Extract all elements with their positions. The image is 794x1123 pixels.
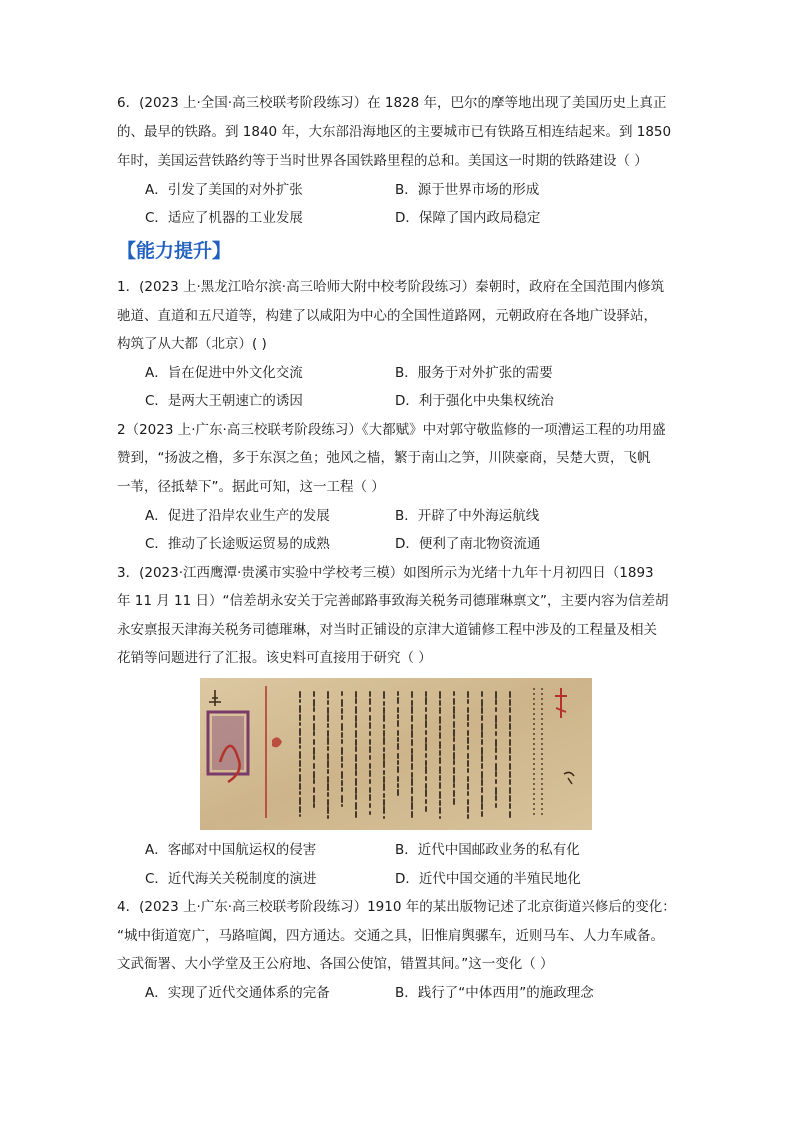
q6-option-d: D．保障了国内政局稳定 (395, 210, 541, 226)
q6-option-c: C．适应了机器的工业发展 (145, 210, 303, 226)
q3-option-c: C．近代海关关税制度的演进 (145, 871, 317, 887)
q4-option-a: A．实现了近代交通体系的完备 (145, 985, 330, 1001)
q2-option-c: C．推动了长途贩运贸易的成熟 (145, 536, 330, 552)
q6-stem-line-3: 年时，美国运营铁路约等于当时世界各国铁路里程的总和。美国这一时期的铁路建设（ ） (117, 153, 648, 169)
q1-option-c: C．是两大王朝速亡的诱因 (145, 393, 303, 409)
q1-option-b: B．服务于对外扩张的需要 (395, 365, 553, 381)
q1-option-a: A．旨在促进中外文化交流 (145, 365, 303, 381)
q3-option-d: D．近代中国交通的半殖民地化 (395, 871, 581, 887)
q3-option-a: A．客邮对中国航运权的侵害 (145, 842, 317, 858)
q2-stem-line-3: 一苇，径抵辇下”。据此可知，这一工程（ ） (117, 479, 385, 495)
historical-document-image (200, 678, 592, 830)
q4-option-b: B．践行了“中体西用”的施政理念 (395, 985, 594, 1001)
q3-stem-line-2: 年 11 月 11 日）“信差胡永安关于完善邮路事致海关税务司德璀琳禀文”，主要内容为信差胡 (117, 593, 669, 609)
q2-option-d: D．便利了南北物资流通 (395, 536, 541, 552)
manuscript-illustration (200, 678, 592, 830)
q4-stem-line-3: 文武衙署、大小学堂及王公府地、各国公使馆，错置其间。”这一变化（ ） (117, 956, 554, 972)
q6-option-b: B．源于世界市场的形成 (395, 182, 540, 198)
q2-option-b: B．开辟了中外海运航线 (395, 508, 540, 524)
q4-stem-line-2: “城中街道宽广，马路喧阗，四方通达。交通之具，旧惟肩舆骡车，近则马车、人力车咸备。 (117, 928, 664, 944)
q1-stem-line-2: 驰道、直道和五尺道等，构建了以咸阳为中心的全国性道路网，元朝政府在各地广设驿站， (117, 308, 657, 324)
q6-option-a: A．引发了美国的对外扩张 (145, 182, 303, 198)
q6-stem-line-1: 6．(2023 上·全国·高三校联考阶段练习）在 1828 年，巴尔的摩等地出现了美国历史上真正 (117, 95, 667, 111)
q1-stem-line-1: 1．(2023 上·黑龙江哈尔滨·高三哈师大附中校考阶段练习）秦朝时，政府在全国范围内修筑 (117, 279, 665, 295)
q1-stem-line-3: 构筑了从大都（北京）( ) (117, 336, 267, 352)
q2-stem-line-2: 赞到，“扬波之橹，多于东溟之鱼；弛风之樯，繁于南山之笋，川陕豪商，吴楚大贾，飞帆 (117, 450, 651, 466)
q6-stem-line-2: 的、最早的铁路。到 1840 年，大东部沿海地区的主要城市已有铁路互相连结起来。到 1850 (117, 124, 672, 140)
q2-stem-line-1: 2（2023 上·广东·高三校联考阶段练习）《大都赋》中对郭守敬监修的一项漕运工程的功用盛 (117, 422, 666, 438)
q3-stem-line-3: 永安禀报天津海关税务司德璀琳，对当时正铺设的京津大道铺修工程中涉及的工程量及相关 (117, 622, 657, 638)
q3-stem-line-1: 3．(2023·江西鹰潭·贵溪市实验中学校考三模）如图所示为光绪十九年十月初四日（1893 (117, 565, 654, 581)
q3-stem-line-4: 花销等问题进行了汇报。该史料可直接用于研究（ ） (117, 650, 432, 666)
q4-stem-line-1: 4．(2023 上·广东·高三校联考阶段练习）1910 年的某出版物记述了北京街道兴修后的变化： (117, 899, 676, 915)
q2-option-a: A．促进了沿岸农业生产的发展 (145, 508, 330, 524)
q1-option-d: D．利于强化中央集权统治 (395, 393, 554, 409)
section-title: 【能力提升】 (117, 240, 232, 262)
q3-option-b: B．近代中国邮政业务的私有化 (395, 842, 580, 858)
